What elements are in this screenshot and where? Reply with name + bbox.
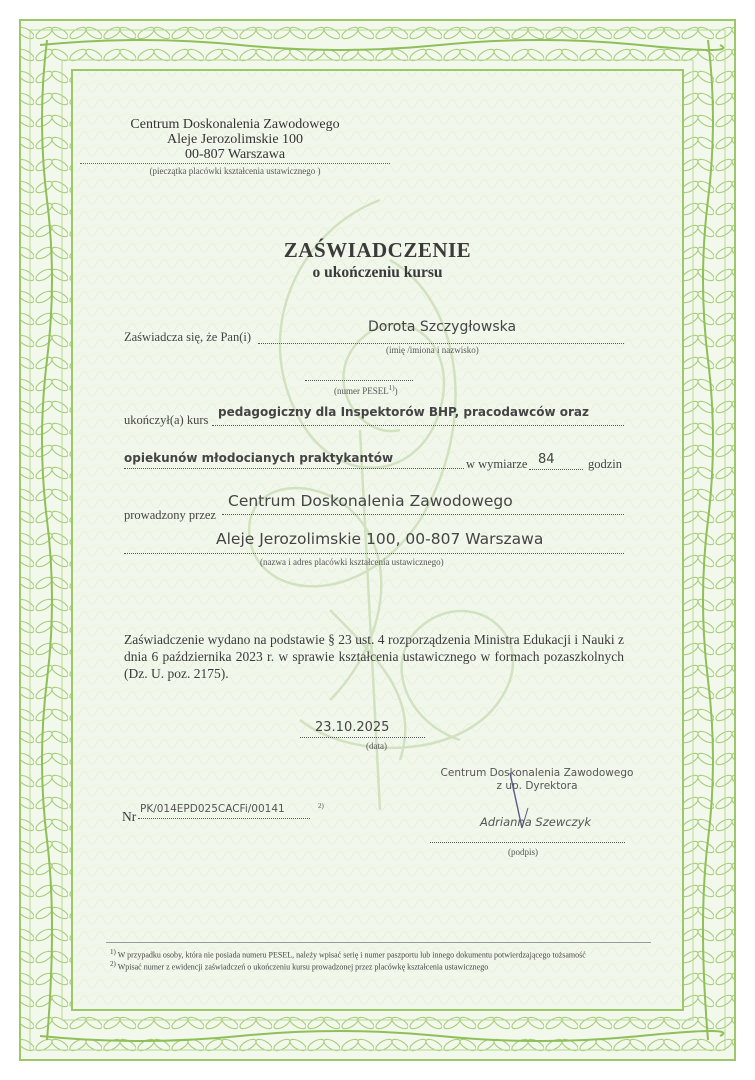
signature-caption: (podpis) [508, 847, 538, 857]
footnote-divider [106, 942, 651, 943]
issuer-city: 00-807 Warszawa [184, 147, 286, 162]
signature-line [430, 842, 625, 843]
stamp-caption: (pieczątka placówki kształcenia ustawicznego ) [149, 166, 321, 176]
issuer-name: Centrum Doskonalenia Zawodowego [130, 117, 340, 132]
issuer-street: Aleje Jerozolimskie 100 [166, 132, 304, 147]
document-subtitle: o ukończeniu kursu [312, 264, 443, 281]
provider-address: Aleje Jerozolimskie 100, 00-807 Warszawa [216, 530, 544, 548]
stamp-line [80, 163, 390, 164]
register-line [138, 818, 310, 819]
course-label: ukończył(a) kurs [124, 413, 209, 427]
pesel-caption: (numer PESEL$^{1)}$) [334, 384, 398, 396]
recipient-name-caption: (imię /imiona i nazwisko) [386, 345, 479, 355]
footnote-2: $^{2)}$ Wpisać numer z ewidencji zaświadczeń o ukończeniu kursu prowadzonej przez placówkę kształcenia ustawicznego [110, 960, 489, 972]
issue-date-caption: (data) [366, 741, 387, 751]
provider-label: prowadzony przez [124, 508, 216, 522]
provider-caption: (nazwa i adres placówki kształcenia ustawicznego) [260, 557, 444, 567]
course-line-2 [124, 468, 464, 469]
signer-name: Adrianna Szewczyk [480, 815, 592, 829]
register-number: PK/014EPD025CACFi/00141 [140, 803, 285, 815]
recipient-name: Dorota Szczygłowska [368, 319, 517, 335]
provider-address-line [124, 553, 624, 554]
issue-date: 23.10.2025 [315, 720, 390, 735]
recipient-label: Zaświadcza się, że Pan(i) [124, 330, 252, 344]
provider-name-line [222, 514, 624, 515]
recipient-name-line [258, 343, 624, 344]
hours-unit: godzin [588, 457, 623, 471]
register-prefix: Nr [122, 809, 137, 824]
register-sup: 2) [318, 802, 324, 810]
hours-label: w wymiarze [466, 457, 528, 471]
hours-line [529, 469, 583, 470]
course-name-line-1: pedagogiczny dla Inspektorów BHP, pracodawców oraz [218, 405, 589, 419]
provider-name: Centrum Doskonalenia Zawodowego [228, 492, 513, 510]
course-line-1 [212, 425, 624, 426]
legal-basis: Zaświadczenie wydano na podstawie § 23 ust. 4 rozporządzenia Ministra Edukacji i Nauki z dnia 6 października 2023 r. w sprawie kształcenia ustawicznego w formach pozaszkolnych (Dz. U. poz. 2175). [124, 632, 624, 681]
course-name-line-2: opiekunów młodocianych praktykantów [124, 451, 394, 465]
signature-role: z up. Dyrektora [496, 780, 578, 792]
hours-value: 84 [538, 452, 555, 467]
issue-date-line [300, 737, 425, 738]
document-title: ZAŚWIADCZENIE [283, 238, 472, 262]
signature-org: Centrum Doskonalenia Zawodowego [440, 767, 634, 779]
pesel-line [305, 380, 413, 381]
footnote-1: $^{1)}$ W przypadku osoby, która nie posiada numeru PESEL, należy wpisać serię i numer paszportu lub innego dokumentu potwierdzającego tożsamość [110, 948, 586, 960]
